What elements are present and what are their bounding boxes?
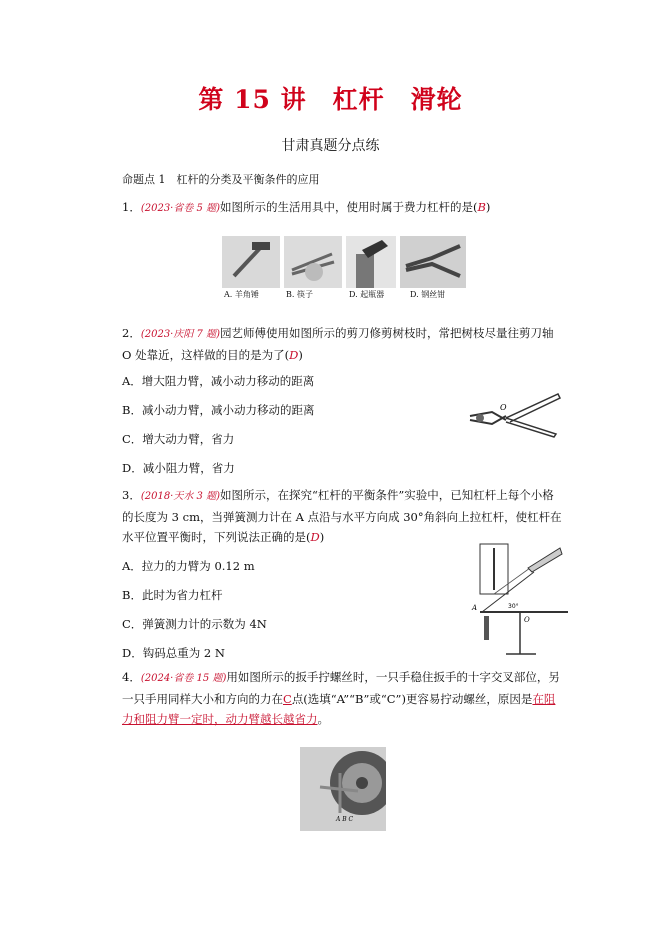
question-text: 如图所示，在探究“杠杆的平衡条件”实验中，已知杠杆上每个小格的长度为 3 cm，当弹簧测力计在 A 点沿与水平方向成 30°角斜向上拉杠杆，使杠杆在水平位置平衡时，下列说法正确的是(	[122, 488, 562, 544]
answer: D	[289, 348, 299, 362]
q3-option-c: C．弹簧测力计的示数为 4N	[122, 617, 267, 631]
caption-d: D. 钢丝钳	[410, 290, 446, 299]
lever-experiment-figure	[470, 538, 570, 656]
question-text: 用如图所示的扳手拧螺丝时，一只手稳住扳手的十字交叉部位，另一只手用同样大小和方向的力在	[122, 670, 560, 706]
q3-option-a: A．拉力的力臂为 0.12 m	[122, 559, 255, 573]
q3-option-d: D．钩码总重为 2 N	[122, 646, 225, 660]
caption-c: D. 起瓶器	[349, 290, 385, 299]
question-4: 4．(2024·省卷 15 题)用如图所示的扳手拧螺丝时，一只手稳住扳手的十字交叉部位，另一只手用同样大小和方向的力在C点(选填“A”“B”或“C”)更容易拧动螺丝，原因是在阻力和阻力臂一定时，动力臂越长越省力。	[122, 670, 560, 726]
question-2: 2．(2023·庆阳 7 题)园艺师傅使用如图所示的剪刀修剪树枝时，常把树枝尽量往剪刀轴 O 处靠近，这样做的目的是为了(D)	[122, 326, 554, 362]
caption-a: A. 羊角锤	[224, 290, 259, 299]
pruning-shears-figure	[466, 390, 562, 438]
q3-option-b: B．此时为省力杠杆	[122, 588, 223, 602]
svg-text:O: O	[524, 616, 530, 624]
blank-answer-1: C	[283, 692, 292, 706]
pliers-photo	[400, 236, 466, 288]
section-heading: 命题点 1 杠杆的分类及平衡条件的应用	[122, 173, 320, 186]
q2-option-a: A．增大阻力臂，减小动力移动的距离	[122, 374, 315, 388]
question-1: 1．(2023·省卷 5 题)如图所示的生活用具中，使用时属于费力杠杆的是(B)	[122, 200, 491, 214]
page-title: 第 15 讲 杠杆 滑轮	[198, 85, 463, 114]
svg-text:A B C: A B C	[336, 816, 354, 823]
svg-text:30°: 30°	[508, 603, 519, 610]
blank-answer-2: 在阻力和阻力臂一定时，动力臂越长越省力	[122, 692, 556, 726]
q2-option-b: B．减小动力臂，减小动力移动的距离	[122, 403, 315, 417]
svg-text:A: A	[472, 604, 478, 612]
caption-b: B. 筷子	[286, 290, 313, 299]
svg-text:O: O	[500, 403, 507, 412]
question-source: (2024·省卷 15 题)	[140, 673, 227, 684]
question-3: 3．(2018·天水 3 题)如图所示，在探究“杠杆的平衡条件”实验中，已知杠杆上每个小格的长度为 3 cm，当弹簧测力计在 A 点沿与水平方向成 30°角斜向上拉杠杆，使杠杆在水平位置平衡时，下列说法正确的是(D)	[122, 488, 562, 544]
q2-option-d: D．减小阻力臂，省力	[122, 461, 235, 475]
hammer-photo	[222, 236, 280, 288]
question-number: 1．	[122, 200, 141, 214]
q2-option-c: C．增大动力臂，省力	[122, 432, 235, 446]
question-source: (2023·庆阳 7 题)	[140, 329, 220, 340]
answer: B	[477, 200, 486, 214]
question-text: 如图所示的生活用具中，使用时属于费力杠杆的是(	[219, 200, 478, 214]
answer: D	[310, 530, 320, 544]
wrench-tire-photo	[300, 747, 386, 831]
question-text: 园艺师傅使用如图所示的剪刀修剪树枝时，常把树枝尽量往剪刀轴 O 处靠近，这样做的目的是为了(	[122, 326, 554, 362]
question-source: (2018·天水 3 题)	[140, 491, 220, 502]
question-source: (2023·省卷 5 题)	[140, 203, 220, 214]
page-subtitle: 甘肃真题分点练	[281, 138, 380, 154]
q1-figures	[222, 236, 466, 288]
